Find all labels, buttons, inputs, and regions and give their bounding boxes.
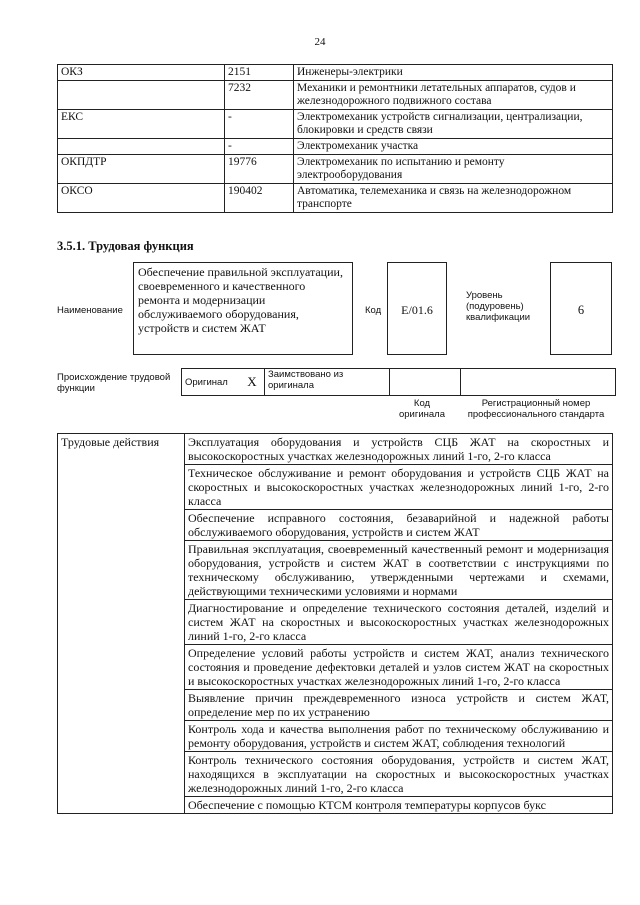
table-row bbox=[58, 155, 613, 184]
labor-actions-table bbox=[57, 433, 613, 814]
classifier-code: 2151 bbox=[225, 65, 294, 81]
code-caption: Код оригинала bbox=[398, 398, 445, 420]
labor-action: Контроль технического состояния оборудования, устройств и систем ЖАТ, находящихся в эксплуатации на скоростных и высокоскоростных участках железнодорожных линий 1-го, 2-го класса bbox=[185, 752, 613, 797]
origin-label: Происхождение трудовой функции bbox=[57, 372, 171, 394]
table-row bbox=[58, 65, 613, 81]
labor-action: Обеспечение с помощью КТСМ контроля температуры корпусов букс bbox=[185, 797, 613, 814]
labor-action: Контроль хода и качества выполнения работ по техническому обслуживанию и ремонту оборудования, устройств и систем ЖАТ, соблюдения технологий bbox=[185, 721, 613, 752]
labor-action: Определение условий работы устройств и систем ЖАТ, анализ технического состояния и проведение дефектовки деталей и узлов систем ЖАТ на скоростных и высокоскоростных участках железнодорожных линий 1-го, 2-го класса bbox=[185, 645, 613, 690]
classifier-name bbox=[58, 139, 225, 155]
classifier-code: - bbox=[225, 139, 294, 155]
labor-actions-heading: Трудовые действия bbox=[58, 434, 185, 814]
classifier-code: 7232 bbox=[225, 81, 294, 110]
table-row bbox=[58, 184, 613, 213]
function-name: Обеспечение правильной эксплуатации, своевременного и качественного ремонта и модернизации обслуживаемого оборудования, устройств и систем ЖАТ bbox=[133, 262, 353, 355]
labor-action: Правильная эксплуатация, своевременный качественный ремонт и модернизация оборудования, устройств и систем ЖАТ в соответствии с инструкциями по техническому обслуживанию, утвержденными чертежами и схемами, действующими техническими условиями и нормами bbox=[185, 541, 613, 600]
original-mark: X bbox=[240, 369, 265, 396]
table-row bbox=[58, 110, 613, 139]
labor-action: Диагностирование и определение технического состояния деталей, изделий и систем ЖАТ на скоростных и высокоскоростных участках железнодорожных линий 1-го, 2-го класса bbox=[185, 600, 613, 645]
classifier-name: ОКПДТР bbox=[58, 155, 225, 184]
origin-table bbox=[181, 368, 616, 396]
function-code: E/01.6 bbox=[387, 262, 447, 355]
classifier-title: Инженеры-электрики bbox=[294, 65, 613, 81]
labor-action: Техническое обслуживание и ремонт оборудования и устройств СЦБ ЖАТ на скоростных и высокоскоростных участках железнодорожных линий 1-го, 2-го класса bbox=[185, 465, 613, 510]
original-code-cell bbox=[390, 369, 461, 396]
labor-action: Эксплуатация оборудования и устройств СЦБ ЖАТ на скоростных и высокоскоростных участках железнодорожных линий 1-го, 2-го класса bbox=[185, 434, 613, 465]
borrowed-label: Заимствовано из оригинала bbox=[265, 369, 390, 396]
registration-number-cell bbox=[461, 369, 616, 396]
table-row bbox=[182, 369, 616, 396]
level-label: Уровень (подуровень) квалификации bbox=[466, 290, 531, 323]
table-row bbox=[58, 81, 613, 110]
classifier-title: Электромеханик участка bbox=[294, 139, 613, 155]
page-number: 24 bbox=[314, 36, 326, 48]
classifier-table bbox=[57, 64, 613, 213]
classifier-name: ЕКС bbox=[58, 110, 225, 139]
classifier-title: Механики и ремонтники летательных аппаратов, судов и железнодорожного подвижного состава bbox=[294, 81, 613, 110]
classifier-title: Электромеханик по испытанию и ремонту электрооборудования bbox=[294, 155, 613, 184]
classifier-title: Электромеханик устройств сигнализации, централизации, блокировки и средств связи bbox=[294, 110, 613, 139]
qualification-level: 6 bbox=[550, 262, 612, 355]
classifier-name: ОКЗ bbox=[58, 65, 225, 81]
classifier-name: ОКСО bbox=[58, 184, 225, 213]
classifier-code: - bbox=[225, 110, 294, 139]
original-label: Оригинал bbox=[182, 369, 241, 396]
classifier-code: 190402 bbox=[225, 184, 294, 213]
table-row bbox=[58, 139, 613, 155]
table-row bbox=[58, 434, 613, 465]
code-label: Код bbox=[365, 305, 382, 316]
classifier-title: Автоматика, телемеханика и связь на железнодорожном транспорте bbox=[294, 184, 613, 213]
registration-caption: Регистрационный номер профессионального стандарта bbox=[467, 398, 605, 420]
labor-action: Выявление причин преждевременного износа устройств и систем ЖАТ, определение мер по их устранению bbox=[185, 690, 613, 721]
name-label: Наименование bbox=[57, 305, 123, 316]
section-title: 3.5.1. Трудовая функция bbox=[57, 239, 194, 253]
classifier-code: 19776 bbox=[225, 155, 294, 184]
classifier-name bbox=[58, 81, 225, 110]
labor-action: Обеспечение исправного состояния, безаварийной и надежной работы обслуживаемого оборудования, устройств и систем ЖАТ bbox=[185, 510, 613, 541]
